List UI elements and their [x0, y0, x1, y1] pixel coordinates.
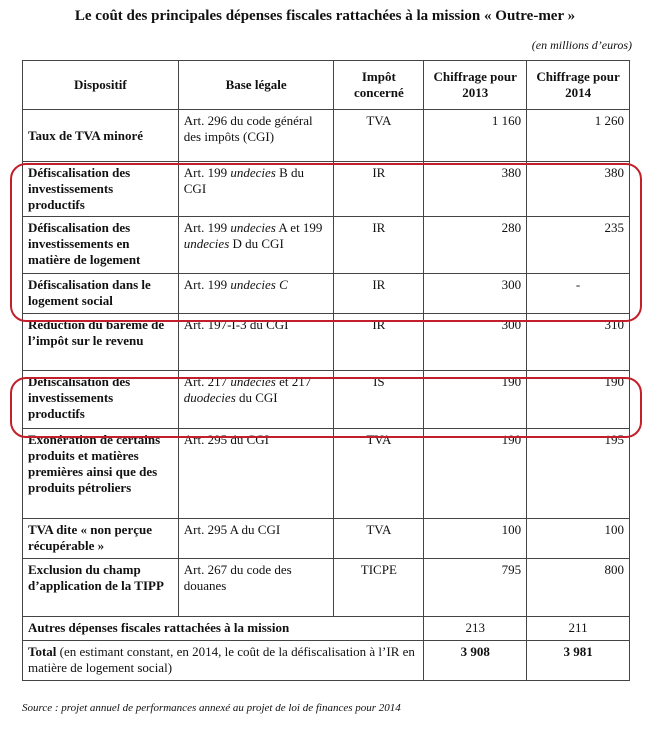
header-row: [23, 61, 630, 110]
cell-impot: TICPE: [334, 559, 424, 617]
cell-2014: 310: [527, 314, 630, 371]
cell-2013: 3 908: [424, 641, 527, 681]
source-note: Source : projet annuel de performances annexé au projet de loi de finances pour 2014: [22, 702, 401, 714]
header-dispositif: Dispositif: [23, 61, 179, 110]
base-italic: duodecies: [183, 390, 236, 405]
base-italic: undecies: [230, 220, 276, 235]
cell-base: [178, 371, 334, 429]
cell-2013: 300: [424, 274, 527, 314]
cell-2013: 300: [424, 314, 527, 371]
table-title: Le coût des principales dépenses fiscales rattachées à la mission « Outre-mer »: [74, 8, 576, 24]
cell-2013: 100: [424, 519, 527, 559]
cell-dispositif: TVA dite « non perçue récupérable »: [23, 519, 179, 559]
cell-base: Art. 267 du code des douanes: [178, 559, 334, 617]
base-text: Art. 199: [183, 220, 231, 235]
header-impot: Impôt concerné: [334, 61, 424, 110]
table-row: [23, 559, 630, 617]
cell-base: [178, 217, 334, 274]
base-italic: undecies C: [230, 277, 288, 292]
cell-dispositif: Exonération de certains produits et matières premières ainsi que des produits pétroliers: [23, 429, 179, 519]
base-text: B du CGI: [183, 165, 305, 196]
autres-row: [23, 617, 630, 641]
table-row: [23, 429, 630, 519]
cell-autres-label: Autres dépenses fiscales rattachées à la mission: [23, 617, 424, 641]
base-text: Art. 199: [183, 277, 231, 292]
fiscal-expenditure-table: [22, 60, 630, 681]
base-text: D du CGI: [229, 236, 284, 251]
unit-note: (en millions d’euros): [531, 38, 632, 52]
total-label-bold: Total: [28, 644, 57, 659]
cell-base: Art. 296 du code général des impôts (CGI): [178, 110, 334, 162]
base-text: Art. 199: [183, 165, 231, 180]
base-italic: undecies: [230, 165, 276, 180]
cell-impot: IS: [334, 371, 424, 429]
cell-impot: TVA: [334, 429, 424, 519]
cell-impot: IR: [334, 274, 424, 314]
cell-2013: 1 160: [424, 110, 527, 162]
cell-impot: IR: [334, 314, 424, 371]
cell-2013: 795: [424, 559, 527, 617]
cell-dispositif: Défiscalisation dans le logement social: [23, 274, 179, 314]
cell-dispositif: Exclusion du champ d’application de la TIPP: [23, 559, 179, 617]
cell-dispositif: Réduction du barème de l’impôt sur le revenu: [23, 314, 179, 371]
cell-2014: 3 981: [527, 641, 630, 681]
cell-2014: 235: [527, 217, 630, 274]
header-2013: Chiffrage pour 2013: [424, 61, 527, 110]
cell-2014: 190: [527, 371, 630, 429]
cell-2014: 800: [527, 559, 630, 617]
base-italic: undecies: [183, 236, 230, 251]
cell-2013: 380: [424, 162, 527, 217]
cell-base: Art. 197-I-3 du CGI: [178, 314, 334, 371]
cell-dispositif: Défiscalisation des investissements en matière de logement: [23, 217, 179, 274]
base-text: A et 199: [275, 220, 323, 235]
cell-base: Art. 295 A du CGI: [178, 519, 334, 559]
cell-2014: -: [527, 274, 630, 314]
base-text: Art. 217: [183, 374, 231, 389]
cell-2014: 380: [527, 162, 630, 217]
cell-impot: TVA: [334, 519, 424, 559]
cell-2013: 280: [424, 217, 527, 274]
cell-2013: 190: [424, 371, 527, 429]
header-2014: Chiffrage pour 2014: [527, 61, 630, 110]
base-text: et 217: [275, 374, 312, 389]
table-row: [23, 162, 630, 217]
base-text: du CGI: [235, 390, 278, 405]
table-row: [23, 519, 630, 559]
total-row: [23, 641, 630, 681]
table-row: [23, 110, 630, 162]
cell-base: Art. 295 du CGI: [178, 429, 334, 519]
table-row: [23, 217, 630, 274]
cell-dispositif: Taux de TVA minoré: [23, 110, 179, 162]
total-label-note: (en estimant constant, en 2014, le coût de la défiscalisation à l’IR en matière de logement social): [28, 644, 415, 675]
cell-2014: 100: [527, 519, 630, 559]
cell-2013: 213: [424, 617, 527, 641]
cell-2013: 190: [424, 429, 527, 519]
cell-base: [178, 274, 334, 314]
cell-impot: IR: [334, 162, 424, 217]
header-base-legale: Base légale: [178, 61, 334, 110]
cell-dispositif: Défiscalisation des investissements productifs: [23, 371, 179, 429]
cell-impot: TVA: [334, 110, 424, 162]
cell-2014: 1 260: [527, 110, 630, 162]
table-row: [23, 274, 630, 314]
cell-total-label: [23, 641, 424, 681]
cell-2014: 195: [527, 429, 630, 519]
cell-dispositif: Défiscalisation des investissements productifs: [23, 162, 179, 217]
base-italic: undecies: [230, 374, 276, 389]
cell-impot: IR: [334, 217, 424, 274]
cell-2014: 211: [527, 617, 630, 641]
table-row: [23, 314, 630, 371]
cell-base: [178, 162, 334, 217]
table-row: [23, 371, 630, 429]
